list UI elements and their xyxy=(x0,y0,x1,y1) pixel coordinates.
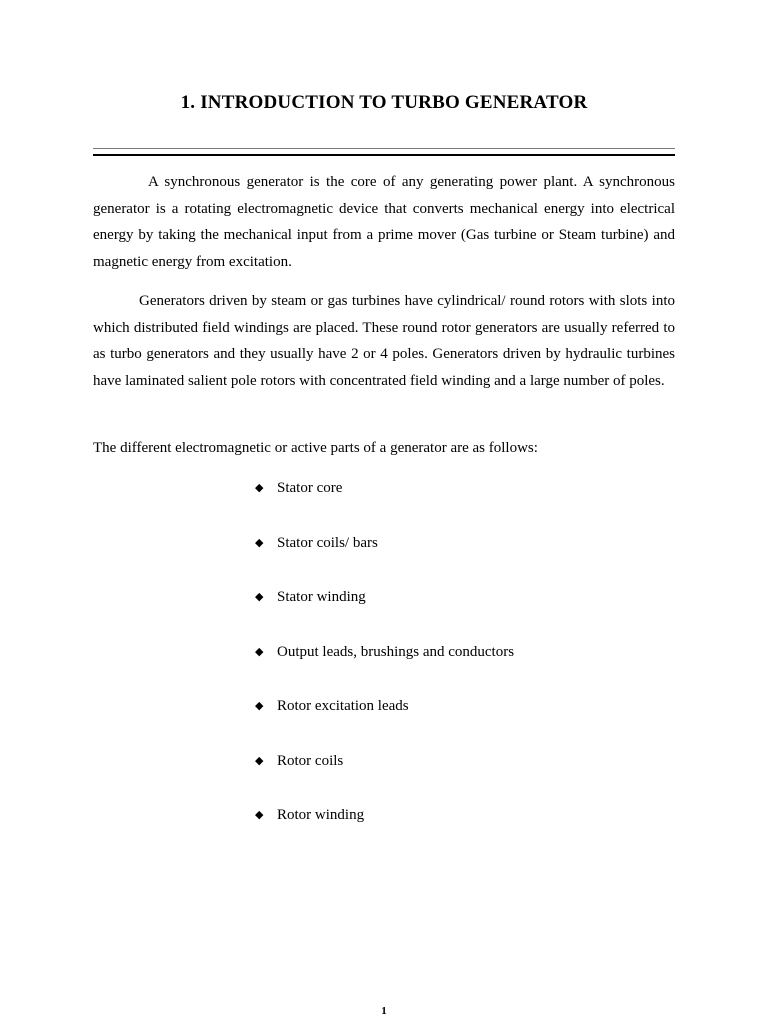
diamond-bullet-icon: ◆ xyxy=(255,700,264,712)
page-number: 1 xyxy=(381,1005,387,1017)
generator-parts-list xyxy=(255,477,514,859)
list-item-label: Stator coils/ bars xyxy=(277,534,378,551)
diamond-bullet-icon: ◆ xyxy=(255,809,264,821)
list-item-label: Rotor coils xyxy=(277,752,344,769)
list-item xyxy=(255,641,514,696)
list-item-label: Rotor winding xyxy=(277,807,365,823)
list-item xyxy=(255,477,514,532)
diamond-bullet-icon: ◆ xyxy=(255,482,264,494)
diamond-bullet-icon: ◆ xyxy=(255,645,264,658)
list-item-label: Rotor excitation leads xyxy=(277,698,409,714)
list-item-label: Stator winding xyxy=(277,589,366,605)
list-item xyxy=(255,750,514,805)
list-item-label: Output leads, brushings and conductors xyxy=(277,643,515,660)
paragraph-turbo-generators: Generators driven by steam or gas turbines have cylindrical/ round rotors with slots into which distributed field windings are placed. These round rotor generators are usually referred to as turbo generators and they usually have 2 or 4 poles. Generators driven by hydraulic turbines have laminated salient pole rotors with concentrated field winding and a large number of poles. xyxy=(93,293,675,390)
title-divider-thin xyxy=(93,148,675,149)
list-item xyxy=(255,532,514,587)
list-item-label: Stator core xyxy=(277,480,343,496)
list-item xyxy=(255,804,514,859)
diamond-bullet-icon: ◆ xyxy=(255,754,264,767)
document-title: 1. INTRODUCTION TO TURBO GENERATOR xyxy=(180,92,588,113)
list-item xyxy=(255,695,514,750)
title-divider-thick xyxy=(93,154,675,156)
paragraph-synchronous-generator: A synchronous generator is the core of any generating power plant. A synchronous generator is a rotating electromagnetic device that converts mechanical energy into electrical energy by taking the mechanical input from a prime mover (Gas turbine or Steam turbine) and magnetic energy from excitation. xyxy=(93,174,675,271)
diamond-bullet-icon: ◆ xyxy=(255,591,264,603)
list-item xyxy=(255,586,514,641)
paragraph-parts-intro: The different electromagnetic or active parts of a generator are as follows: xyxy=(93,440,538,456)
diamond-bullet-icon: ◆ xyxy=(255,536,264,549)
